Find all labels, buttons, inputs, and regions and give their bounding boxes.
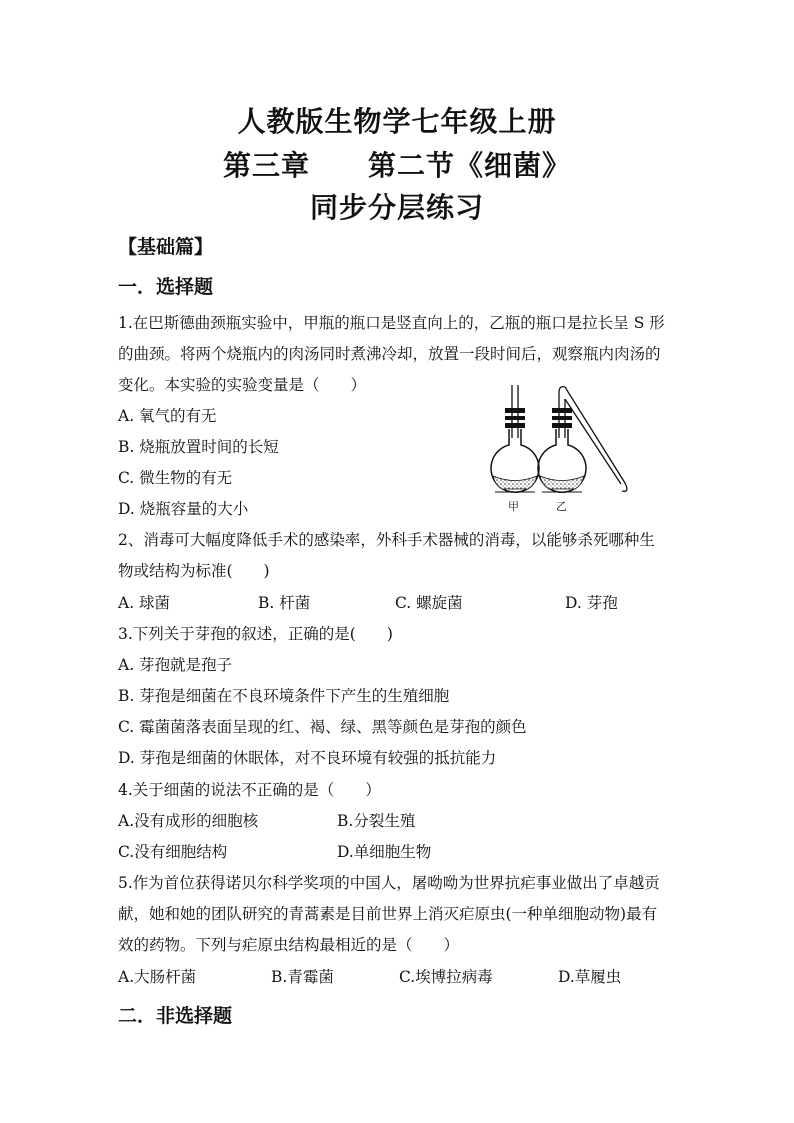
q1-text-line1: 1.在巴斯德曲颈瓶实验中，甲瓶的瓶口是竖直向上的，乙瓶的瓶口是拉长呈 S 形: [118, 314, 665, 332]
q5-text-line2: 献，她和她的团队研究的青蒿素是目前世界上消灭疟原虫(一种单细胞动物)最有: [118, 905, 658, 923]
q4-option-c: C.没有细胞结构: [118, 843, 228, 861]
q4-option-b: B.分裂生殖: [337, 812, 416, 830]
section-nonchoice-heading: 二．非选择题: [118, 1005, 233, 1027]
q5-option-b: B.青霉菌: [271, 968, 334, 986]
q4-text-line1: 4.关于细菌的说法不正确的是（ ）: [118, 781, 381, 799]
q3-text-line1: 3.下列关于芽孢的叙述，正确的是( ): [118, 625, 393, 643]
flask-label-yi: 乙: [556, 500, 567, 513]
q2-option-d: D. 芽孢: [565, 594, 618, 612]
q5-option-a: A.大肠杆菌: [118, 968, 197, 986]
exercise-title: 同步分层练习: [309, 191, 484, 224]
q1-option-c: C. 微生物的有无: [118, 469, 233, 487]
q3-option-b: B. 芽孢是细菌在不良环境条件下产生的生殖细胞: [118, 687, 450, 705]
q3-option-a: A. 芽孢就是孢子: [118, 656, 233, 674]
flask-yi: [538, 387, 627, 493]
section-choice-heading: 一．选择题: [118, 276, 214, 298]
q3-option-c: C. 霉菌菌落表面呈现的红、褐、绿、黑等颜色是芽孢的颜色: [118, 718, 527, 736]
q4-option-a: A.没有成形的细胞核: [118, 812, 259, 830]
q2-text-line1: 2、消毒可大幅度降低手术的感染率，外科手术器械的消毒，以能够杀死哪种生: [118, 531, 655, 549]
q3-option-d: D. 芽孢是细菌的休眠体，对不良环境有较强的抵抗能力: [118, 749, 497, 767]
q2-text-line2: 物或结构为标准( ): [118, 562, 270, 580]
q2-option-c: C. 螺旋菌: [395, 594, 463, 612]
level-label: 【基础篇】: [118, 236, 214, 258]
flask-jia: [491, 385, 539, 492]
q5-text-line1: 5.作为首位获得诺贝尔科学奖项的中国人，屠呦呦为世界抗疟事业做出了卓越贡: [118, 874, 660, 892]
flask-diagram: [488, 383, 633, 513]
swan-neck-flask-figure: [488, 383, 633, 513]
q2-option-a: A. 球菌: [118, 594, 171, 612]
q2-option-b: B. 杆菌: [258, 594, 311, 612]
q4-option-d: D.单细胞生物: [337, 843, 432, 861]
q5-text-line3: 效的药物。下列与疟原虫结构最相近的是（ ）: [118, 936, 460, 954]
q1-option-b: B. 烧瓶放置时间的长短: [118, 438, 279, 456]
q1-option-a: A. 氧气的有无: [118, 407, 217, 425]
q1-text-line3: 变化。本实验的实验变量是（ ）: [118, 376, 367, 394]
q5-option-c: C.埃博拉病毒: [399, 968, 493, 986]
flask-label-jia: 甲: [508, 500, 519, 513]
chapter-title: 第三章 第二节《细菌》: [222, 149, 571, 182]
q1-option-d: D. 烧瓶容量的大小: [118, 500, 249, 518]
document-title: 人教版生物学七年级上册: [237, 105, 557, 138]
q1-text-line2: 的曲颈。将两个烧瓶内的肉汤同时煮沸冷却，放置一段时间后，观察瓶内肉汤的: [118, 345, 661, 363]
q5-option-d: D.草履虫: [558, 968, 622, 986]
